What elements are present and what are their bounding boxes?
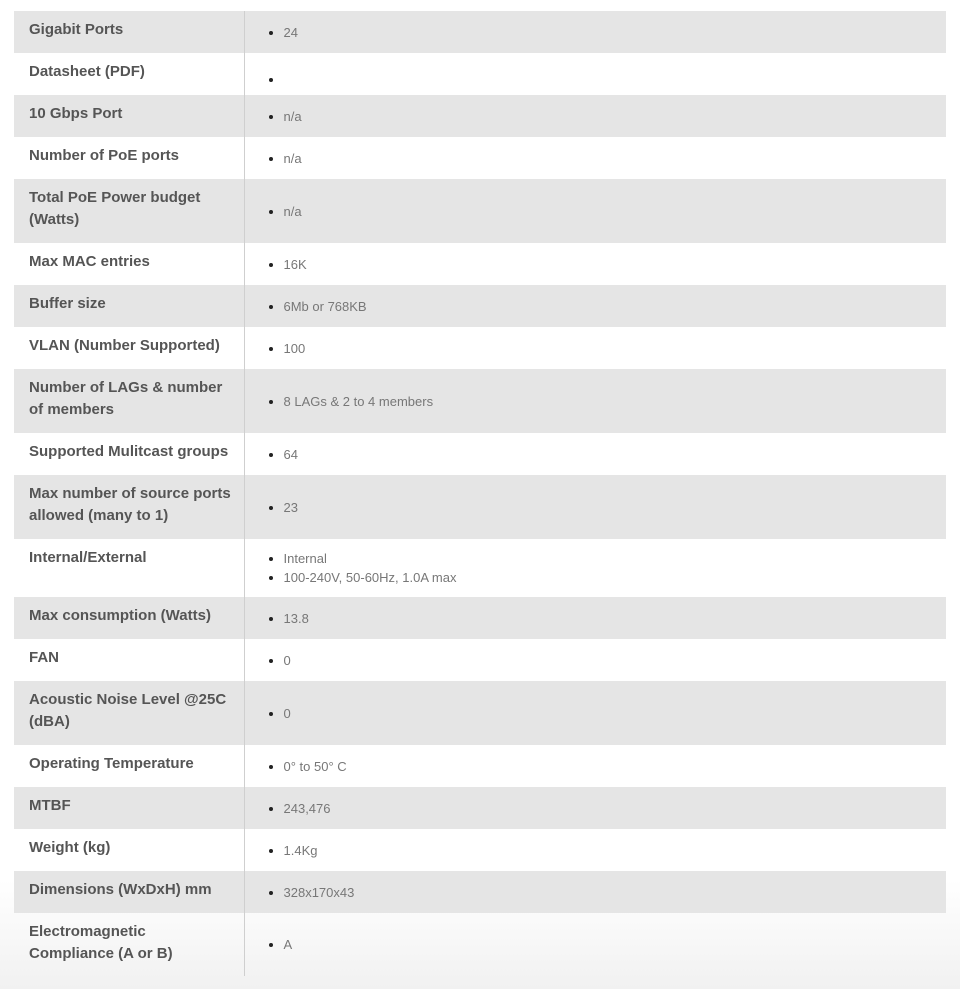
spec-row-poe-budget (14, 179, 946, 243)
spec-value (244, 11, 946, 53)
spec-label: MTBF (14, 787, 244, 829)
spec-row-power-supply (14, 539, 946, 597)
spec-value-item: • Internal (284, 549, 947, 568)
datasheet-link[interactable] (284, 70, 947, 89)
spec-value (244, 539, 946, 597)
spec-label: Operating Temperature (14, 745, 244, 787)
spec-label: Total PoE Power budget (Watts) (14, 179, 244, 243)
spec-value-item: • 23 (284, 498, 947, 517)
spec-value (244, 681, 946, 745)
spec-row-10gbps-port (14, 95, 946, 137)
spec-label: Dimensions (WxDxH) mm (14, 871, 244, 913)
spec-row-acoustic-noise (14, 681, 946, 745)
spec-value (244, 53, 946, 95)
spec-row-mac-entries (14, 243, 946, 285)
spec-label: Buffer size (14, 285, 244, 327)
spec-label: FAN (14, 639, 244, 681)
spec-label: Number of LAGs & number of members (14, 369, 244, 433)
spec-value (244, 327, 946, 369)
spec-row-max-consumption (14, 597, 946, 639)
spec-value-item: • A (284, 935, 947, 954)
spec-value (244, 913, 946, 976)
spec-row-multicast-groups (14, 433, 946, 475)
spec-value-item: • 64 (284, 445, 947, 464)
spec-value (244, 137, 946, 179)
spec-value (244, 179, 946, 243)
spec-table (14, 11, 946, 976)
spec-row-vlan (14, 327, 946, 369)
spec-label: VLAN (Number Supported) (14, 327, 244, 369)
spec-row-emc (14, 913, 946, 976)
spec-value-item: • 0 (284, 651, 947, 670)
spec-value-item: • 24 (284, 23, 947, 42)
spec-value (244, 433, 946, 475)
spec-label: Gigabit Ports (14, 11, 244, 53)
spec-value-item: • 100 (284, 339, 947, 358)
spec-value-item: • 328x170x43 (284, 883, 947, 902)
spec-value-item: • 8 LAGs & 2 to 4 members (284, 392, 947, 411)
spec-row-weight (14, 829, 946, 871)
spec-value-item: • 13.8 (284, 609, 947, 628)
spec-value-item: • 0 (284, 704, 947, 723)
spec-value-item: • 0° to 50° C (284, 757, 947, 776)
spec-value (244, 597, 946, 639)
spec-row-buffer-size (14, 285, 946, 327)
spec-label: Electromagnetic Compliance (A or B) (14, 913, 244, 976)
spec-row-datasheet (14, 53, 946, 95)
spec-label: Max MAC entries (14, 243, 244, 285)
spec-value-item: • 100-240V, 50-60Hz, 1.0A max (284, 568, 947, 587)
spec-row-poe-ports (14, 137, 946, 179)
spec-value-item: • n/a (284, 149, 947, 168)
spec-label: Max consumption (Watts) (14, 597, 244, 639)
spec-value-item: • 243,476 (284, 799, 947, 818)
spec-value-item: • 16K (284, 255, 947, 274)
spec-value (244, 475, 946, 539)
spec-label: Number of PoE ports (14, 137, 244, 179)
spec-label: Datasheet (PDF) (14, 53, 244, 95)
spec-label: Internal/External (14, 539, 244, 597)
spec-value (244, 745, 946, 787)
spec-value-item: • n/a (284, 107, 947, 126)
spec-row-gigabit-ports (14, 11, 946, 53)
spec-row-fan (14, 639, 946, 681)
spec-label: Supported Mulitcast groups (14, 433, 244, 475)
spec-row-dimensions (14, 871, 946, 913)
spec-value (244, 829, 946, 871)
spec-value-item: • n/a (284, 202, 947, 221)
spec-value (244, 95, 946, 137)
spec-value-item: • 1.4Kg (284, 841, 947, 860)
spec-value (244, 639, 946, 681)
spec-row-mtbf (14, 787, 946, 829)
spec-label: Weight (kg) (14, 829, 244, 871)
spec-label: Max number of source ports allowed (many to 1) (14, 475, 244, 539)
spec-value-item: • 6Mb or 768KB (284, 297, 947, 316)
spec-label: 10 Gbps Port (14, 95, 244, 137)
spec-value (244, 787, 946, 829)
spec-row-operating-temperature (14, 745, 946, 787)
spec-label: Acoustic Noise Level @25C (dBA) (14, 681, 244, 745)
spec-row-source-ports (14, 475, 946, 539)
spec-value (244, 243, 946, 285)
spec-value (244, 285, 946, 327)
spec-value (244, 369, 946, 433)
spec-value (244, 871, 946, 913)
spec-row-lags (14, 369, 946, 433)
